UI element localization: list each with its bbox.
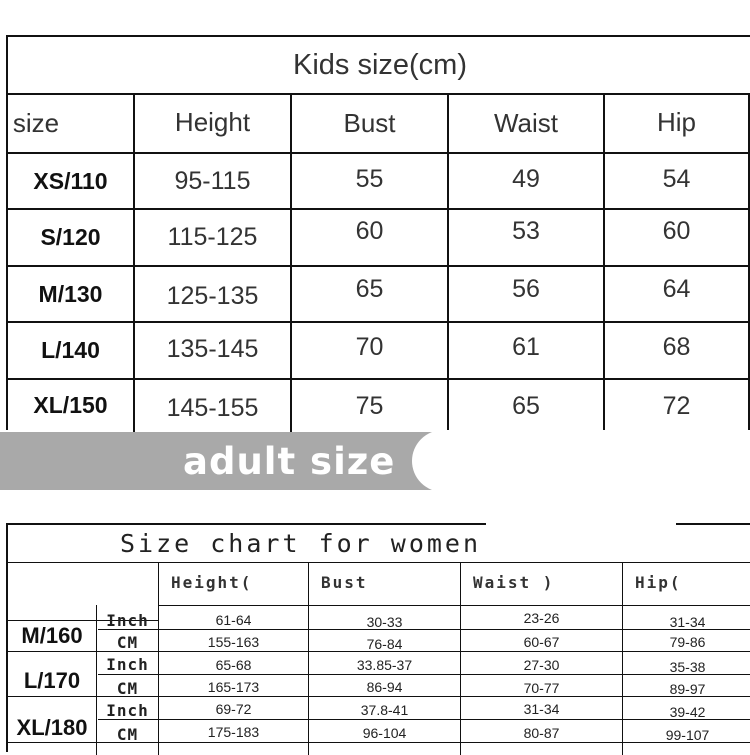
kids-waist-value: 56 — [512, 275, 540, 303]
women-waist-value: 31-34 — [523, 701, 560, 717]
women-waist-value: 60-67 — [523, 634, 560, 650]
women-unit-label: Inch — [106, 610, 149, 630]
kids-size-table — [6, 35, 750, 430]
women-bust-value: 30-33 — [366, 614, 403, 630]
kids-height-value: 135-145 — [166, 335, 259, 363]
kids-size-label: XS/110 — [33, 167, 108, 194]
women-header-height: Height( — [171, 572, 253, 592]
kids-waist-value: 61 — [512, 332, 540, 361]
women-waist-value: 80-87 — [523, 725, 560, 741]
kids-hip-value: 68 — [662, 332, 691, 361]
women-bust-value: 33.85-37 — [356, 657, 413, 673]
kids-size-label: XL/150 — [33, 391, 108, 418]
women-unit-label: CM — [116, 678, 139, 698]
women-bust-value: 37.8-41 — [360, 702, 409, 718]
women-height-value: 165-173 — [207, 679, 260, 695]
kids-header-height: Height — [174, 107, 251, 137]
women-height-value: 155-163 — [207, 634, 260, 650]
kids-hip-value: 54 — [662, 164, 691, 193]
kids-size-label: M/130 — [38, 280, 103, 307]
women-header-bust: Bust — [321, 572, 368, 592]
women-unit-label: CM — [116, 724, 139, 744]
kids-bust-value: 65 — [355, 275, 384, 303]
kids-hip-value: 60 — [662, 216, 691, 245]
women-hip-value: 31-34 — [669, 614, 706, 630]
women-size-label: L/170 — [23, 668, 81, 693]
women-bust-value: 86-94 — [366, 679, 403, 695]
women-size-table — [6, 523, 750, 752]
women-height-value: 61-64 — [215, 612, 252, 628]
kids-header-size: size — [12, 108, 60, 138]
kids-bust-value: 55 — [355, 164, 384, 193]
women-hip-value: 79-86 — [669, 634, 706, 650]
kids-height-value: 95-115 — [174, 166, 251, 195]
women-height-value: 69-72 — [215, 701, 252, 717]
women-size-label: M/160 — [21, 623, 83, 648]
women-unit-label: CM — [116, 632, 139, 652]
kids-waist-value: 65 — [512, 391, 540, 420]
women-size-label: XL/180 — [16, 715, 88, 740]
women-hip-value: 35-38 — [669, 659, 706, 675]
women-bust-value: 96-104 — [362, 725, 407, 741]
women-hip-value: 89-97 — [669, 681, 706, 697]
women-table-title: Size chart for women — [120, 529, 482, 558]
kids-size-label: S/120 — [40, 224, 101, 250]
women-header-waist: Waist ) — [473, 572, 555, 592]
kids-bust-value: 60 — [355, 216, 384, 245]
women-unit-label: Inch — [106, 700, 149, 720]
kids-height-value: 115-125 — [167, 223, 258, 251]
women-bust-value: 76-84 — [366, 636, 403, 652]
women-unit-label: Inch — [106, 654, 149, 674]
kids-header-hip: Hip — [656, 107, 696, 137]
kids-header-bust: Bust — [343, 108, 396, 138]
women-hip-value: 99-107 — [665, 727, 710, 743]
kids-hip-value: 72 — [662, 391, 691, 420]
border-gap — [486, 521, 676, 533]
kids-size-label: L/140 — [41, 337, 100, 363]
kids-height-value: 145-155 — [166, 393, 259, 422]
women-header-hip: Hip( — [635, 572, 682, 592]
women-hip-value: 39-42 — [669, 704, 706, 720]
kids-waist-value: 53 — [512, 216, 540, 245]
women-waist-value: 27-30 — [523, 657, 560, 673]
kids-table-title: Kids size(cm) — [8, 37, 750, 95]
kids-header-waist: Waist — [493, 108, 559, 138]
row-divider — [158, 605, 750, 606]
banner-white-shape — [412, 430, 750, 492]
women-height-value: 65-68 — [215, 657, 252, 673]
adult-size-heading: adult size — [183, 440, 396, 483]
kids-hip-value: 64 — [662, 275, 691, 303]
women-height-value: 175-183 — [207, 724, 260, 740]
kids-bust-value: 70 — [355, 332, 384, 361]
kids-waist-value: 49 — [512, 164, 540, 193]
women-waist-value: 23-26 — [523, 610, 560, 626]
women-waist-value: 70-77 — [523, 680, 560, 696]
kids-height-value: 125-135 — [166, 281, 259, 310]
kids-bust-value: 75 — [355, 391, 384, 420]
